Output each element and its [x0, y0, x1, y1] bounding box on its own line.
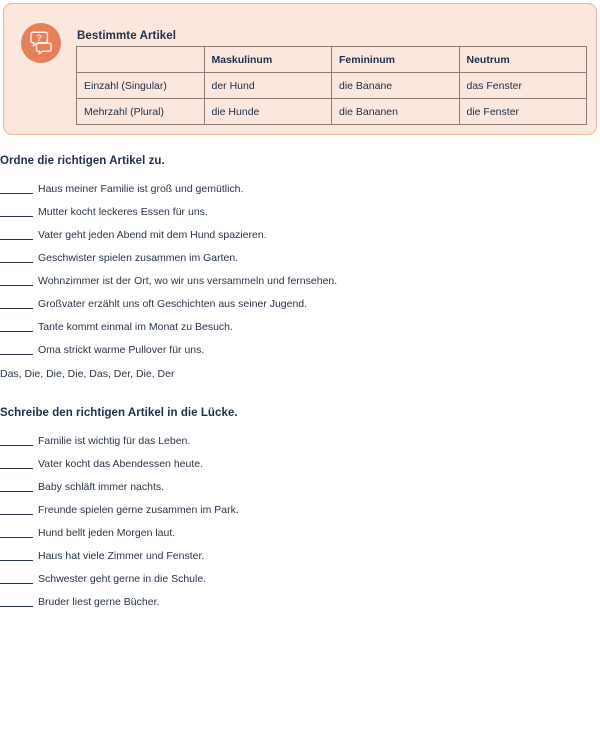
sentence-text: Haus meiner Familie ist groß und gemütlich. [38, 183, 244, 195]
list-item [0, 343, 600, 366]
list-item [0, 595, 600, 618]
answer-blank[interactable] [0, 228, 33, 240]
list-item [0, 251, 600, 274]
table-row [77, 73, 587, 99]
sentence-text: Tante kommt einmal im Monat zu Besuch. [38, 321, 233, 333]
list-item [0, 526, 600, 549]
answer-blank[interactable] [0, 434, 33, 446]
info-box-title: Bestimmte Artikel [77, 30, 177, 42]
answer-blank[interactable] [0, 549, 33, 561]
list-item [0, 572, 600, 595]
exercise-2-heading: Schreibe den richtigen Artikel in die Lücke. [0, 407, 238, 419]
row-label-singular: Einzahl (Singular) [77, 73, 205, 99]
list-item [0, 297, 600, 320]
exercise-1-heading: Ordne die richtigen Artikel zu. [0, 155, 165, 167]
sentence-text: Freunde spielen gerne zusammen im Park. [38, 504, 239, 516]
answer-blank[interactable] [0, 572, 33, 584]
answer-blank[interactable] [0, 274, 33, 286]
cell-plural-femininum: die Bananen [332, 99, 460, 125]
sentence-text: Geschwister spielen zusammen im Garten. [38, 252, 239, 264]
answer-blank[interactable] [0, 343, 33, 355]
sentence-text: Oma strickt warme Pullover für uns. [38, 344, 205, 356]
sentence-text: Haus hat viele Zimmer und Fenster. [38, 550, 205, 562]
table-header-row [77, 47, 587, 73]
cell-singular-femininum: die Banane [332, 73, 460, 99]
list-item [0, 480, 600, 503]
sentence-text: Hund bellt jeden Morgen laut. [38, 527, 176, 539]
row-label-plural: Mehrzahl (Plural) [77, 99, 205, 125]
answer-blank[interactable] [0, 457, 33, 469]
list-item [0, 503, 600, 526]
info-box [3, 3, 597, 135]
table-row [77, 99, 587, 125]
sentence-text: Mutter kocht leckeres Essen für uns. [38, 206, 208, 218]
answer-blank[interactable] [0, 297, 33, 309]
exercise-section-1 [0, 154, 600, 381]
answer-blank[interactable] [0, 526, 33, 538]
answer-blank[interactable] [0, 480, 33, 492]
sentence-text: Familie ist wichtig für das Leben. [38, 435, 191, 447]
list-item [0, 549, 600, 572]
answer-blank[interactable] [0, 251, 33, 263]
list-item [0, 457, 600, 480]
sentence-text: Wohnzimmer ist der Ort, wo wir uns versammeln und fernsehen. [38, 275, 338, 287]
answer-blank[interactable] [0, 595, 33, 607]
exercise-section-2 [0, 406, 600, 618]
list-item [0, 274, 600, 297]
list-item [0, 228, 600, 251]
table-header-maskulinum: Maskulinum [204, 47, 332, 73]
sentence-text: Großvater erzählt uns oft Geschichten aus seiner Jugend. [38, 298, 308, 310]
cell-plural-maskulinum: die Hunde [204, 99, 332, 125]
table-corner-cell [77, 47, 205, 73]
sentence-text: Baby schläft immer nachts. [38, 481, 165, 493]
table-header-femininum: Femininum [332, 47, 460, 73]
sentence-text: Bruder liest gerne Bücher. [38, 596, 160, 608]
exercise-1-list [0, 182, 600, 366]
list-item [0, 434, 600, 457]
list-item [0, 182, 600, 205]
svg-text:?: ? [36, 32, 43, 43]
sentence-text: Vater kocht das Abendessen heute. [38, 458, 204, 470]
answer-blank[interactable] [0, 503, 33, 515]
table-header-neutrum: Neutrum [459, 47, 587, 73]
answer-blank[interactable] [0, 182, 33, 194]
cell-singular-maskulinum: der Hund [204, 73, 332, 99]
sentence-text: Schwester geht gerne in die Schule. [38, 573, 207, 585]
sentence-text: Vater geht jeden Abend mit dem Hund spazieren. [38, 229, 267, 241]
cell-singular-neutrum: das Fenster [459, 73, 587, 99]
answer-blank[interactable] [0, 320, 33, 332]
definite-articles-table [76, 46, 587, 125]
list-item [0, 320, 600, 343]
exercise-1-word-bank: Das, Die, Die, Die, Das, Der, Die, Der [0, 368, 175, 380]
cell-plural-neutrum: die Fenster [459, 99, 587, 125]
list-item [0, 205, 600, 228]
exercise-2-list [0, 434, 600, 618]
question-speech-bubble-icon [21, 23, 61, 63]
answer-blank[interactable] [0, 205, 33, 217]
